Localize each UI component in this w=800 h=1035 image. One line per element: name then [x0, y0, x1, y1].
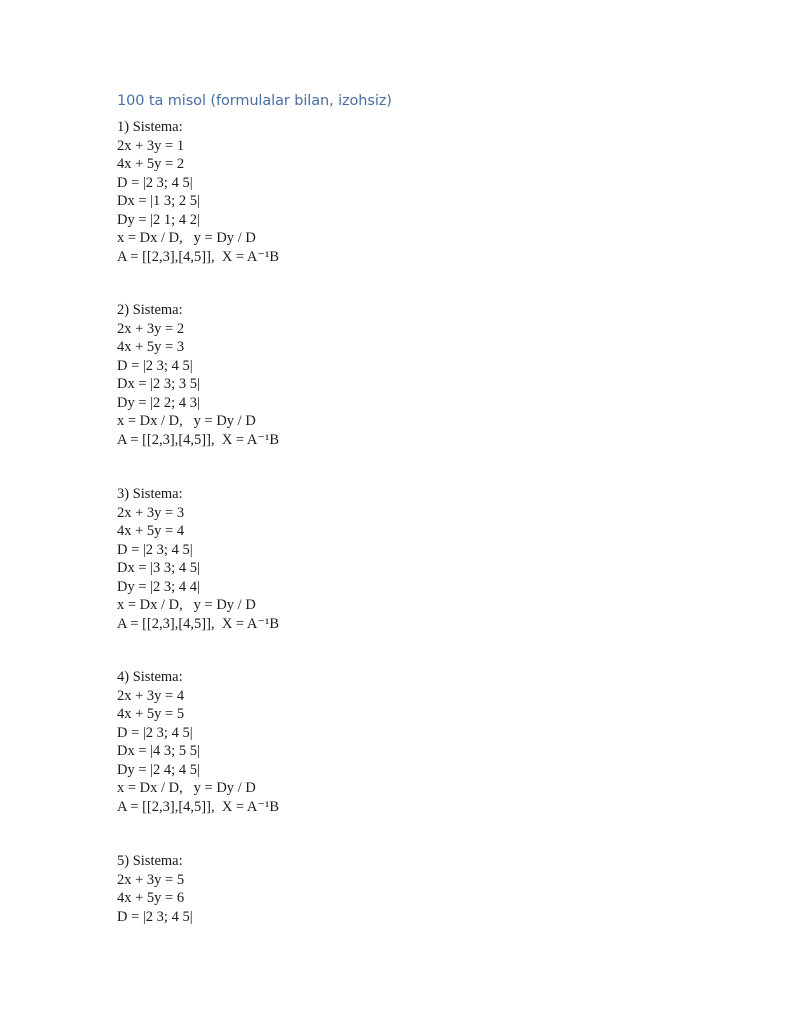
problem-block — [117, 485, 279, 633]
problem-block — [117, 301, 279, 449]
equation-line: 4x + 5y = 5 — [117, 706, 185, 722]
solution-formula-line: x = Dx / D, y = Dy / D — [117, 597, 256, 613]
matrix-formula-line: A = [[2,3],[4,5]], X = A⁻¹B — [117, 431, 280, 448]
determinant-line: D = |2 3; 4 5| — [117, 908, 193, 925]
document-title: 100 ta misol (formulalar bilan, izohsiz) — [117, 93, 392, 109]
determinant-line: D = |2 3; 4 5| — [117, 724, 193, 741]
problem-heading: 3) Sistema: — [117, 486, 183, 502]
problem-heading: 2) Sistema: — [117, 302, 183, 318]
matrix-formula-line: A = [[2,3],[4,5]], X = A⁻¹B — [117, 615, 280, 632]
determinant-y-line: Dy = |2 4; 4 5| — [117, 761, 200, 778]
problem-heading: 5) Sistema: — [117, 853, 183, 869]
determinant-y-line: Dy = |2 3; 4 4| — [117, 578, 200, 595]
determinant-y-line: Dy = |2 1; 4 2| — [117, 211, 200, 228]
solution-formula-line: x = Dx / D, y = Dy / D — [117, 230, 256, 246]
equation-line: 2x + 3y = 5 — [117, 871, 185, 888]
determinant-line: D = |2 3; 4 5| — [117, 174, 193, 191]
matrix-formula-line: A = [[2,3],[4,5]], X = A⁻¹B — [117, 248, 280, 265]
problem-block — [117, 852, 193, 926]
equation-line: 2x + 3y = 2 — [117, 320, 185, 337]
equation-line: 2x + 3y = 1 — [117, 137, 185, 154]
determinant-x-line: Dx = |4 3; 5 5| — [117, 743, 200, 759]
determinant-x-line: Dx = |1 3; 2 5| — [117, 193, 200, 209]
equation-line: 4x + 5y = 4 — [117, 523, 185, 539]
equation-line: 4x + 5y = 3 — [117, 339, 185, 355]
equation-line: 4x + 5y = 2 — [117, 156, 185, 172]
equation-line: 2x + 3y = 4 — [117, 687, 185, 704]
problem-block — [117, 668, 279, 816]
solution-formula-line: x = Dx / D, y = Dy / D — [117, 413, 256, 429]
matrix-formula-line: A = [[2,3],[4,5]], X = A⁻¹B — [117, 798, 280, 815]
determinant-x-line: Dx = |2 3; 3 5| — [117, 376, 200, 392]
determinant-line: D = |2 3; 4 5| — [117, 357, 193, 374]
determinant-y-line: Dy = |2 2; 4 3| — [117, 394, 200, 411]
equation-line: 2x + 3y = 3 — [117, 504, 185, 521]
problem-heading: 1) Sistema: — [117, 119, 183, 135]
problem-heading: 4) Sistema: — [117, 669, 183, 685]
determinant-x-line: Dx = |3 3; 4 5| — [117, 560, 200, 576]
problem-block — [117, 118, 279, 266]
determinant-line: D = |2 3; 4 5| — [117, 541, 193, 558]
equation-line: 4x + 5y = 6 — [117, 890, 185, 906]
solution-formula-line: x = Dx / D, y = Dy / D — [117, 780, 256, 796]
